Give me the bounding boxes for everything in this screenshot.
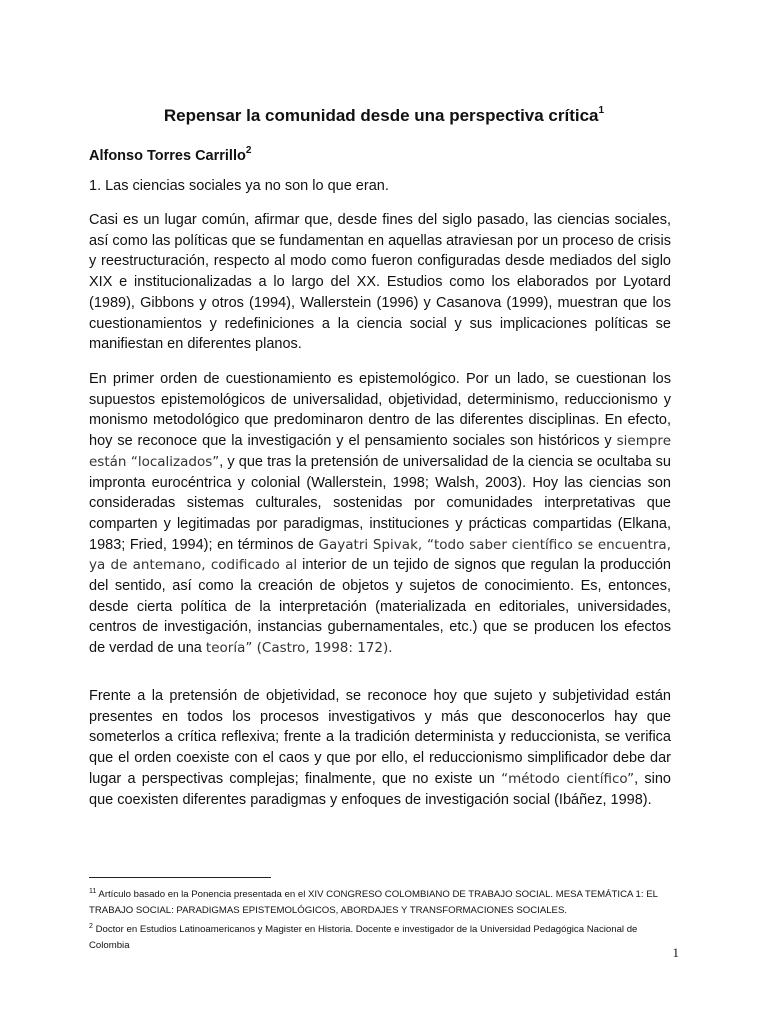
author-footnote-marker: 2 [245,145,252,156]
footnote-1-text: Artículo basado en la Ponencia presentada en el XIV CONGRESO COLOMBIANO DE TRABAJO SOCIAL. MESA TEMÁTICA 1: EL TRABAJO SOCIAL: PARADIGMAS EPISTEMOLÓGICOS, ABORDAJES Y TRANSFORMACIONES SOCIALES. [89,889,658,917]
paragraph-1: Casi es un lugar común, afirmar que, desde fines del siglo pasado, las ciencias sociales, así como las políticas que se fundamentan en aquellas atraviesan por un proceso de crisis y reestructuración, respecto al modo como fueron configuradas desde mediados del siglo XIX e institucionalizadas a lo largo del XX. Estudios como los elaborados por Lyotard (1989), Gibbons y otros (1994), Wallerstein (1996) y Casanova (1999), muestran que los cuestionamientos y redefiniciones a la ciencia social y sus implicaciones políticas se manifiestan en diferentes planos. [89,212,671,353]
footnote-2-marker: 2 [89,923,93,931]
title-footnote-marker: 1 [598,105,605,117]
footnotes [89,884,679,954]
paragraph-2-part-a: En primer orden de cuestionamiento es epistemológico. Por un lado, se cuestionan los supuestos epistemológicos de universalidad, objetividad, determinismo, reduccionismo y monismo metodológico que predominaron dentro de las diferentes disciplinas. En efecto, hoy se reconoce que la investigación y el pensamiento sociales son históricos y [89,371,671,450]
document-title [0,106,768,126]
paragraph-3-part-c: , sino que coexisten diferentes paradigmas y enfoques de investigación social (Ibáñez, 1998). [89,770,671,808]
author-name [89,146,251,164]
title-text: Repensar la comunidad desde una perspectiva crítica [163,106,599,125]
footnote-2 [89,919,679,954]
section-heading: 1. Las ciencias sociales ya no son lo que eran. [89,178,389,194]
paragraph-3-quote-metodo: “método científico” [501,770,635,787]
paragraph-3 [89,686,671,810]
paragraph-2-quote-spivak: Gayatri Spivak, “todo saber científico se encuentra, ya de antemano, codificado al [89,536,671,574]
footnote-2-text: Doctor en Estudios Latinoamericanos y Magister en Historia. Docente e investigador de la Universidad Pedagógica Nacional de Colombia [89,924,638,952]
paragraph-2-citation-castro: teoría” (Castro, 1998: 172). [205,640,393,657]
footnote-1-marker: 11 [89,888,97,895]
paragraph-2-part-c: , y que tras la pretensión de universalidad de la ciencia se ocultaba su impronta eurocéntrica y colonial (Wallerstein, 1998; Walsh, 2003). Hoy las ciencias son consideradas sistemas culturales, sostenidas por comunidades interpretativas que comparten y legitimadas por paradigmas, instituciones y prácticas compartidas (Elkana, 1983; Fried, 1994); en términos de [89,453,671,553]
author-text: Alfonso Torres Carrillo [89,147,246,164]
paragraph-2-quote-localizados: siempre están “localizados” [89,433,671,470]
footnote-1 [89,884,679,919]
page-number: 1 [672,945,679,960]
footnote-separator [89,877,271,878]
paragraph-2-part-e: interior de un tejido de signos que regulan la producción del sentido, así como la creación de objetos y sujetos de conocimiento. Es, entonces, desde cierta política de la interpretación (materializada en editoriales, universidades, centros de investigación, instancias gubernamentales, etc.) que se producen los efectos de verdad de una [89,557,671,657]
paragraph-2 [89,369,671,659]
paragraph-3-part-a: Frente a la pretensión de objetividad, se reconoce hoy que sujeto y subjetividad están presentes en todos los procesos investigativos y más que desconocerlos hay que someterlos a crítica reflexiva; frente a la tradición determinista y reduccionista, se verifica que el orden coexiste con el caos y que por ello, el reduccionismo simplificador debe dar lugar a perspectivas complejas; finalmente, que no existe un [89,688,671,787]
